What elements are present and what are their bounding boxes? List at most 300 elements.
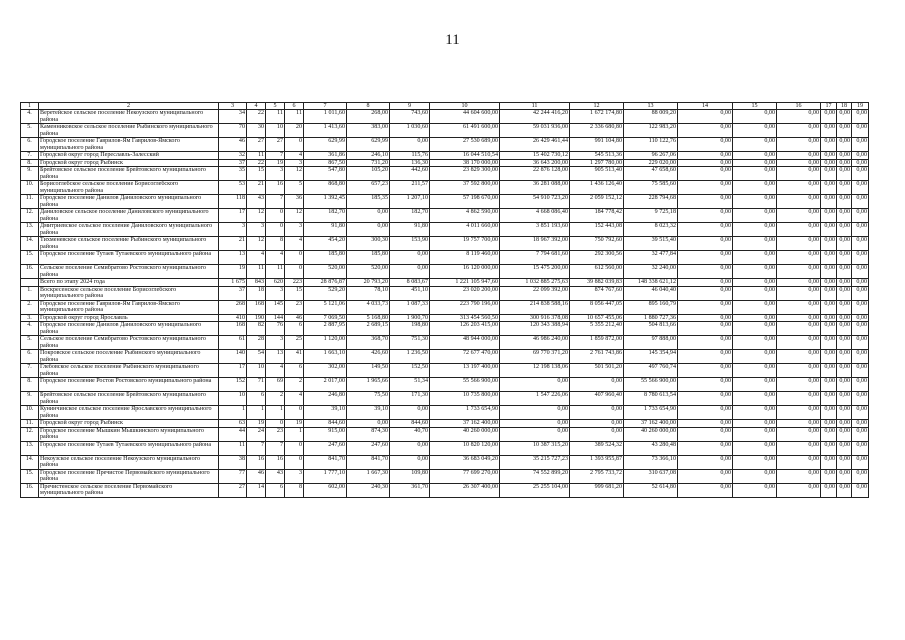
value-cell: 5 121,06 xyxy=(304,300,347,314)
value-cell: 8 xyxy=(266,237,285,251)
value-cell: 23 829 300,00 xyxy=(430,167,500,181)
value-cell: 16 120 000,00 xyxy=(430,265,500,279)
value-cell: 20 793,20 xyxy=(347,279,390,287)
value-cell: 0,00 xyxy=(777,209,821,223)
value-cell: 44 xyxy=(219,427,247,441)
row-number: 5. xyxy=(21,336,39,350)
value-cell: 32 477,84 xyxy=(624,251,678,265)
value-cell: 39,10 xyxy=(304,406,347,420)
value-cell: 501 501,20 xyxy=(570,364,624,378)
value-cell: 0,00 xyxy=(821,314,837,322)
value-cell: 0,00 xyxy=(678,237,733,251)
value-cell: 841,70 xyxy=(347,455,390,469)
value-cell: 1 393 955,87 xyxy=(570,455,624,469)
value-cell: 0,00 xyxy=(733,209,777,223)
value-cell: 23 xyxy=(285,300,304,314)
value-cell: 0,00 xyxy=(837,427,852,441)
value-cell: 520,00 xyxy=(347,265,390,279)
value-cell: 0,00 xyxy=(777,124,821,138)
value-cell: 46 xyxy=(219,138,247,152)
value-cell: 110 122,76 xyxy=(624,138,678,152)
value-cell: 3 xyxy=(285,159,304,167)
value-cell: 0,00 xyxy=(852,209,869,223)
value-cell: 0,00 xyxy=(570,427,624,441)
value-cell: 0,00 xyxy=(678,209,733,223)
table-row xyxy=(21,314,869,322)
value-cell: 136,30 xyxy=(390,159,430,167)
value-cell: 0,00 xyxy=(733,251,777,265)
value-cell: 1 436 126,40 xyxy=(570,181,624,195)
value-cell: 1 547 226,06 xyxy=(500,392,570,406)
value-cell: 1 880 727,36 xyxy=(624,314,678,322)
value-cell: 14 xyxy=(247,483,266,497)
value-cell: 77 xyxy=(219,469,247,483)
value-cell: 0,00 xyxy=(852,152,869,160)
municipality-name: Городское поселение Ростов Ростовского муниципального района xyxy=(39,378,219,392)
value-cell: 32 xyxy=(219,152,247,160)
value-cell: 71 xyxy=(247,378,266,392)
row-number: 7. xyxy=(21,152,39,160)
value-cell: 0,00 xyxy=(678,159,733,167)
value-cell: 1 900,70 xyxy=(390,314,430,322)
value-cell: 1 675 xyxy=(219,279,247,287)
value-cell: 2 887,95 xyxy=(304,322,347,336)
value-cell: 0,00 xyxy=(678,300,733,314)
value-cell: 0,00 xyxy=(733,138,777,152)
value-cell: 0,00 xyxy=(821,138,837,152)
value-cell: 40 260 000,00 xyxy=(624,427,678,441)
table-row xyxy=(21,251,869,265)
table-row xyxy=(21,420,869,428)
row-number: 3. xyxy=(21,314,39,322)
value-cell: 118 xyxy=(219,195,247,209)
value-cell: 0,00 xyxy=(777,427,821,441)
header-cell: 17 xyxy=(821,103,837,110)
value-cell: 0,00 xyxy=(678,279,733,287)
value-cell: 168 xyxy=(247,300,266,314)
value-cell: 1 733 654,90 xyxy=(430,406,500,420)
value-cell: 23 xyxy=(266,427,285,441)
value-cell: 292 300,56 xyxy=(570,251,624,265)
value-cell: 26 429 461,44 xyxy=(500,138,570,152)
value-cell: 0 xyxy=(285,441,304,455)
value-cell: 0,00 xyxy=(821,420,837,428)
value-cell: 1 733 654,90 xyxy=(624,406,678,420)
value-cell: 410 xyxy=(219,314,247,322)
value-cell: 0,00 xyxy=(852,427,869,441)
value-cell: 0,00 xyxy=(837,392,852,406)
value-cell: 19 xyxy=(219,265,247,279)
value-cell: 905 513,40 xyxy=(570,167,624,181)
value-cell: 504 813,66 xyxy=(624,322,678,336)
value-cell: 25 xyxy=(285,336,304,350)
value-cell: 0,00 xyxy=(733,110,777,124)
table-header-row xyxy=(21,103,869,110)
value-cell: 247,60 xyxy=(347,441,390,455)
value-cell: 0,00 xyxy=(733,181,777,195)
value-cell: 743,60 xyxy=(390,110,430,124)
value-cell: 0,00 xyxy=(777,392,821,406)
municipality-name: Городское поселение Гаврилов-Ям Гаврилов-Ямского муниципального района xyxy=(39,300,219,314)
value-cell: 0,00 xyxy=(852,181,869,195)
value-cell: 0,00 xyxy=(821,181,837,195)
value-cell: 0,00 xyxy=(678,286,733,300)
value-cell: 0,00 xyxy=(837,138,852,152)
value-cell: 37 162 400,00 xyxy=(430,420,500,428)
value-cell: 0,00 xyxy=(678,392,733,406)
value-cell: 18 967 392,00 xyxy=(500,237,570,251)
value-cell: 0,00 xyxy=(678,152,733,160)
municipality-name: Тихменевское сельское поселение Рыбинского муниципального района xyxy=(39,237,219,251)
value-cell: 0,00 xyxy=(570,406,624,420)
value-cell: 0,00 xyxy=(837,181,852,195)
value-cell: 4 xyxy=(266,251,285,265)
value-cell: 97 888,00 xyxy=(624,336,678,350)
value-cell: 96 267,06 xyxy=(624,152,678,160)
value-cell: 529,20 xyxy=(304,286,347,300)
value-cell: 0,00 xyxy=(777,314,821,322)
row-number: 12. xyxy=(21,427,39,441)
value-cell: 17 xyxy=(219,209,247,223)
value-cell: 731,20 xyxy=(347,159,390,167)
value-cell: 91,80 xyxy=(390,223,430,237)
value-cell: 0,00 xyxy=(500,420,570,428)
value-cell: 0,00 xyxy=(733,469,777,483)
row-number: 2. xyxy=(21,300,39,314)
value-cell: 1 011,60 xyxy=(304,110,347,124)
municipality-name: Веретейское сельское поселение Некоузского муниципального района xyxy=(39,110,219,124)
value-cell: 0,00 xyxy=(678,469,733,483)
value-cell: 0,00 xyxy=(852,469,869,483)
value-cell: 0,00 xyxy=(570,378,624,392)
value-cell: 70 xyxy=(219,124,247,138)
value-cell: 0,00 xyxy=(777,336,821,350)
value-cell: 1 221 105 947,60 xyxy=(430,279,500,287)
value-cell: 3 xyxy=(219,223,247,237)
value-cell: 246,10 xyxy=(347,152,390,160)
value-cell: 0,00 xyxy=(777,364,821,378)
value-cell: 0,00 xyxy=(837,406,852,420)
value-cell: 0,00 xyxy=(733,237,777,251)
value-cell: 0,00 xyxy=(678,350,733,364)
value-cell: 36 xyxy=(285,195,304,209)
value-cell: 144 xyxy=(266,314,285,322)
value-cell: 0,00 xyxy=(777,350,821,364)
value-cell: 41 xyxy=(285,350,304,364)
header-cell: 8 xyxy=(347,103,390,110)
value-cell: 844,60 xyxy=(304,420,347,428)
value-cell: 0,00 xyxy=(837,322,852,336)
value-cell: 0,00 xyxy=(821,350,837,364)
value-cell: 1 120,00 xyxy=(304,336,347,350)
value-cell: 0,00 xyxy=(821,406,837,420)
value-cell: 0,00 xyxy=(837,350,852,364)
value-cell: 0,00 xyxy=(837,300,852,314)
value-cell: 0,00 xyxy=(678,124,733,138)
value-cell: 22 099 392,00 xyxy=(500,286,570,300)
value-cell: 46 xyxy=(247,469,266,483)
value-cell: 37 xyxy=(219,286,247,300)
value-cell: 8 023,32 xyxy=(624,223,678,237)
value-cell: 0,00 xyxy=(852,265,869,279)
value-cell: 1 087,33 xyxy=(390,300,430,314)
value-cell: 223 790 196,00 xyxy=(430,300,500,314)
value-cell: 47 658,60 xyxy=(624,167,678,181)
value-cell: 0,00 xyxy=(852,286,869,300)
value-cell: 63 xyxy=(219,420,247,428)
table-row xyxy=(21,336,869,350)
value-cell: 11 xyxy=(219,441,247,455)
value-cell: 2 761 743,86 xyxy=(570,350,624,364)
value-cell: 6 xyxy=(285,322,304,336)
value-cell: 0 xyxy=(285,455,304,469)
table-row xyxy=(21,441,869,455)
value-cell: 24 xyxy=(247,427,266,441)
table-row xyxy=(21,209,869,223)
value-cell: 0,00 xyxy=(733,364,777,378)
value-cell: 171,30 xyxy=(390,392,430,406)
row-number: 4. xyxy=(21,322,39,336)
value-cell: 34 xyxy=(219,110,247,124)
value-cell: 73 366,10 xyxy=(624,455,678,469)
value-cell: 0,00 xyxy=(733,406,777,420)
value-cell: 612 560,00 xyxy=(570,265,624,279)
value-cell: 0,00 xyxy=(837,110,852,124)
value-cell: 0,00 xyxy=(777,251,821,265)
municipality-name: Городское поселение Тутаев Тутаевского муниципального района xyxy=(39,251,219,265)
value-cell: 182,70 xyxy=(304,209,347,223)
value-cell: 451,10 xyxy=(390,286,430,300)
value-cell: 0,00 xyxy=(678,483,733,497)
value-cell: 37 592 800,00 xyxy=(430,181,500,195)
row-number: 15. xyxy=(21,251,39,265)
value-cell: 27 530 689,00 xyxy=(430,138,500,152)
table-row xyxy=(21,378,869,392)
value-cell: 21 xyxy=(247,181,266,195)
value-cell: 22 xyxy=(247,159,266,167)
value-cell: 0,00 xyxy=(821,223,837,237)
value-cell: 16 xyxy=(247,455,266,469)
value-cell: 152 xyxy=(219,378,247,392)
header-cell: 6 xyxy=(285,103,304,110)
value-cell: 4 011 660,00 xyxy=(430,223,500,237)
header-cell: 1 xyxy=(21,103,39,110)
value-cell: 0,00 xyxy=(852,110,869,124)
value-cell: 0,00 xyxy=(821,378,837,392)
value-cell: 0,00 xyxy=(837,455,852,469)
value-cell: 268 xyxy=(219,300,247,314)
municipality-name: Покровское сельское поселение Рыбинского муниципального района xyxy=(39,350,219,364)
value-cell: 2 xyxy=(266,392,285,406)
value-cell: 0,00 xyxy=(678,223,733,237)
value-cell: 0,00 xyxy=(678,195,733,209)
table-row xyxy=(21,195,869,209)
row-number: 16. xyxy=(21,483,39,497)
value-cell: 0,00 xyxy=(852,392,869,406)
value-cell: 43 280,48 xyxy=(624,441,678,455)
value-cell: 874,30 xyxy=(347,427,390,441)
table-row xyxy=(21,322,869,336)
value-cell: 0,00 xyxy=(733,167,777,181)
value-cell: 0,00 xyxy=(837,237,852,251)
header-cell: 9 xyxy=(390,103,430,110)
value-cell: 844,60 xyxy=(390,420,430,428)
value-cell: 0,00 xyxy=(852,223,869,237)
row-number: 7. xyxy=(21,364,39,378)
value-cell: 0 xyxy=(285,251,304,265)
value-cell: 6 xyxy=(285,364,304,378)
value-cell: 629,99 xyxy=(347,138,390,152)
value-cell: 16 044 510,54 xyxy=(430,152,500,160)
municipality-name: Каменниковское сельское поселение Рыбинского муниципального района xyxy=(39,124,219,138)
value-cell: 0,00 xyxy=(678,406,733,420)
value-cell: 3 xyxy=(285,223,304,237)
value-cell: 40 260 000,00 xyxy=(430,427,500,441)
value-cell: 620 xyxy=(266,279,285,287)
value-cell: 1 032 885 275,63 xyxy=(500,279,570,287)
value-cell: 28 xyxy=(247,336,266,350)
value-cell: 0,00 xyxy=(777,378,821,392)
row-number: 6. xyxy=(21,350,39,364)
value-cell: 545 513,36 xyxy=(570,152,624,160)
value-cell: 12 198 138,06 xyxy=(500,364,570,378)
value-cell: 0,00 xyxy=(821,195,837,209)
table-row xyxy=(21,110,869,124)
table-row xyxy=(21,469,869,483)
table-row xyxy=(21,455,869,469)
value-cell: 19 xyxy=(266,159,285,167)
value-cell: 0,00 xyxy=(390,138,430,152)
value-cell: 46 040,40 xyxy=(624,286,678,300)
value-cell: 867,50 xyxy=(304,159,347,167)
value-cell: 109,80 xyxy=(390,469,430,483)
value-cell: 310 637,08 xyxy=(624,469,678,483)
value-cell: 69 xyxy=(266,378,285,392)
value-cell: 8 xyxy=(285,483,304,497)
value-cell: 0,00 xyxy=(777,441,821,455)
value-cell: 5 355 212,40 xyxy=(570,322,624,336)
value-cell: 0,00 xyxy=(837,364,852,378)
row-number: 9. xyxy=(21,392,39,406)
value-cell: 9 725,18 xyxy=(624,209,678,223)
value-cell: 3 xyxy=(266,167,285,181)
row-number: 11. xyxy=(21,420,39,428)
table-row xyxy=(21,167,869,181)
value-cell: 0,00 xyxy=(678,441,733,455)
value-cell: 0,00 xyxy=(821,300,837,314)
value-cell: 247,60 xyxy=(304,441,347,455)
value-cell: 229 020,00 xyxy=(624,159,678,167)
header-cell: 2 xyxy=(39,103,219,110)
value-cell: 22 876 128,00 xyxy=(500,167,570,181)
value-cell: 361,70 xyxy=(390,483,430,497)
row-number: 8. xyxy=(21,159,39,167)
table-row xyxy=(21,483,869,497)
value-cell: 1 965,66 xyxy=(347,378,390,392)
value-cell: 3 xyxy=(247,223,266,237)
value-cell: 4 xyxy=(285,392,304,406)
table-row xyxy=(21,364,869,378)
value-cell: 0,00 xyxy=(837,159,852,167)
municipality-name: Кунинчинское сельское поселение Ярославского муниципального района xyxy=(39,406,219,420)
value-cell: 0,00 xyxy=(821,286,837,300)
value-cell: 0,00 xyxy=(837,195,852,209)
value-cell: 36 281 088,00 xyxy=(500,181,570,195)
row-number: 8. xyxy=(21,378,39,392)
value-cell: 126 203 415,00 xyxy=(430,322,500,336)
value-cell: 7 xyxy=(266,152,285,160)
municipality-name: Городское поселение Тутаев Тутаевского муниципального района xyxy=(39,441,219,455)
value-cell: 122 983,20 xyxy=(624,124,678,138)
value-cell: 0,00 xyxy=(678,322,733,336)
value-cell: 21 xyxy=(219,237,247,251)
value-cell: 0,00 xyxy=(733,441,777,455)
value-cell: 1 xyxy=(219,406,247,420)
value-cell: 0,00 xyxy=(777,300,821,314)
table-row xyxy=(21,300,869,314)
value-cell: 0,00 xyxy=(347,209,390,223)
value-cell: 55 566 900,00 xyxy=(430,378,500,392)
value-cell: 0,00 xyxy=(852,167,869,181)
value-cell: 0,00 xyxy=(733,159,777,167)
value-cell: 75 585,60 xyxy=(624,181,678,195)
value-cell: 75,50 xyxy=(347,392,390,406)
value-cell: 0,00 xyxy=(678,251,733,265)
value-cell: 0,00 xyxy=(821,441,837,455)
value-cell: 302,00 xyxy=(304,364,347,378)
value-cell: 11 xyxy=(266,110,285,124)
value-cell: 38 xyxy=(219,455,247,469)
data-table xyxy=(20,102,869,498)
value-cell: 140 xyxy=(219,350,247,364)
value-cell: 6 xyxy=(266,483,285,497)
header-cell: 13 xyxy=(624,103,678,110)
table-row xyxy=(21,223,869,237)
value-cell: 0,00 xyxy=(837,223,852,237)
row-number: 13. xyxy=(21,223,39,237)
value-cell: 184 778,42 xyxy=(570,209,624,223)
value-cell: 407 960,40 xyxy=(570,392,624,406)
value-cell: 72 677 470,00 xyxy=(430,350,500,364)
value-cell: 0,00 xyxy=(733,223,777,237)
value-cell: 152 443,08 xyxy=(570,223,624,237)
value-cell: 0,00 xyxy=(678,167,733,181)
value-cell: 0,00 xyxy=(837,279,852,287)
value-cell: 991 104,80 xyxy=(570,138,624,152)
page-number: 11 xyxy=(445,32,460,48)
value-cell: 54 xyxy=(247,350,266,364)
value-cell: 0,00 xyxy=(852,350,869,364)
value-cell: 0,00 xyxy=(777,483,821,497)
value-cell: 0,00 xyxy=(678,378,733,392)
value-cell: 313 454 560,50 xyxy=(430,314,500,322)
value-cell: 0,00 xyxy=(852,124,869,138)
value-cell: 10 820 120,00 xyxy=(430,441,500,455)
value-cell: 148 338 621,12 xyxy=(624,279,678,287)
value-cell: 190 xyxy=(247,314,266,322)
value-cell: 0,00 xyxy=(837,469,852,483)
value-cell: 37 xyxy=(219,159,247,167)
value-cell: 7 069,50 xyxy=(304,314,347,322)
value-cell: 0,00 xyxy=(821,152,837,160)
value-cell: 0,00 xyxy=(821,483,837,497)
municipality-name: Пречистенское сельское поселение Первомайского муниципального района xyxy=(39,483,219,497)
value-cell: 0,00 xyxy=(821,251,837,265)
value-cell: 43 xyxy=(247,195,266,209)
value-cell: 0,00 xyxy=(777,159,821,167)
value-cell: 0,00 xyxy=(837,124,852,138)
value-cell: 0,00 xyxy=(852,378,869,392)
